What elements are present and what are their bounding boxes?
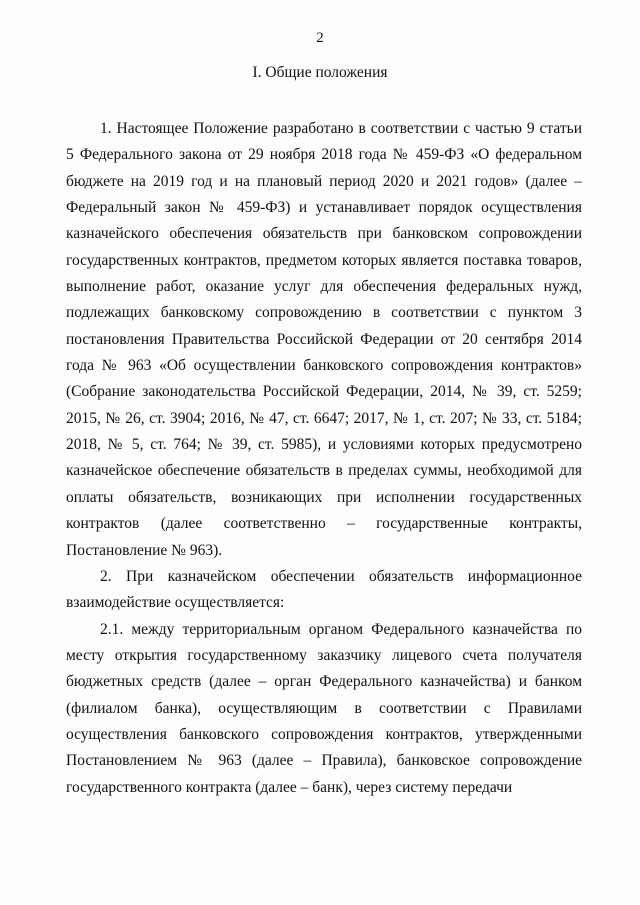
paragraph-2-1: 2.1. между территориальным органом Федерального казначейства по месту открытия государственному заказчику лицевого счета получателя бюджетных средств (далее – орган Федерального казначейства) и банком (филиалом банка), осуществляющим в соответствии с Правилами осуществления банковского сопровождения контрактов, утвержденными Постановлением № 963 (далее – Правила), банковское сопровождение государственного контракта (далее – банк), через систему передачи bbox=[66, 620, 582, 796]
paragraph-2: 2. При казначейском обеспечении обязательств информационное взаимодействие осуществляется: bbox=[66, 567, 582, 612]
section-title: I. Общие положения bbox=[252, 64, 388, 81]
page-number: 2 bbox=[316, 30, 324, 46]
paragraph-1: 1. Настоящее Положение разработано в соответствии с частью 9 статьи 5 Федерального закона от 29 ноября 2018 года № 459-ФЗ «О федеральном бюджете на 2019 год и на плановый период 2020 и 2021 годов» (далее – Федеральный закон № 459-ФЗ) и устанавливает порядок осуществления казначейского обеспечения обязательств при банковском сопровождении государственных контрактов, предметом которых является поставка товаров, выполнение работ, оказание услуг для обеспечения федеральных нужд, подлежащих банковскому сопровождению в соответствии с пунктом 3 постановления Правительства Российской Федерации от 20 сентября 2014 года № 963 «Об осуществлении банковского сопровождения контрактов» (Собрание законодательства Российской Федерации, 2014, № 39, ст. 5259; 2015, № 26, ст. 3904; 2016, № 47, ст. 6647; 2017, № 1, ст. 207; № 33, ст. 5184; 2018, № 5, ст. 764; № 39, ст. 5985), и условиями которых предусмотрено казначейское обеспечение обязательств в пределах суммы, необходимой для оплаты обязательств, возникающих при исполнении государственных контрактов (далее соответственно – государственные контракты, Постановление № 963). bbox=[66, 120, 582, 559]
document-body bbox=[66, 116, 582, 801]
